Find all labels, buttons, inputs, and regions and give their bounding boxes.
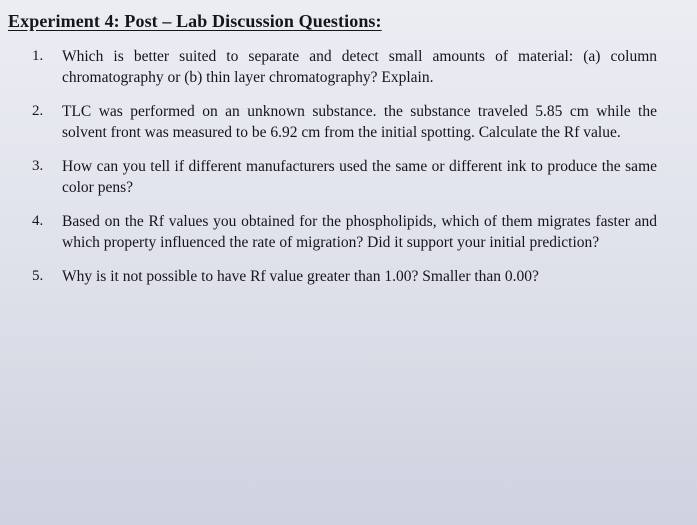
question-number: 5.: [32, 268, 44, 284]
question-number: 3.: [32, 158, 44, 174]
question-item: [8, 101, 657, 143]
question-item: [8, 156, 657, 198]
question-text: Why is it not possible to have Rf value greater than 1.00? Smaller than 0.00?: [62, 268, 539, 285]
question-text: Which is better suited to separate and detect small amounts of material: (a) column chromatography or (b) thin layer chromatography? Explain.: [62, 48, 657, 86]
document-title: Experiment 4: Post – Lab Discussion Questions:: [8, 11, 382, 31]
question-number: 2.: [32, 103, 44, 119]
question-number: 1.: [32, 48, 44, 64]
question-text: TLC was performed on an unknown substance. the substance traveled 5.85 cm while the solvent front was measured to be 6.92 cm from the initial spotting. Calculate the Rf value.: [62, 103, 657, 141]
question-item: [8, 46, 657, 88]
question-number: 4.: [32, 213, 44, 229]
question-item: [8, 211, 657, 253]
question-text: Based on the Rf values you obtained for the phospholipids, which of them migrates faster and which property influenced the rate of migration? Did it support your initial prediction?: [62, 213, 657, 251]
question-list: [8, 46, 657, 287]
question-item: [8, 266, 657, 287]
question-text: How can you tell if different manufacturers used the same or different ink to produce the same color pens?: [62, 158, 657, 196]
